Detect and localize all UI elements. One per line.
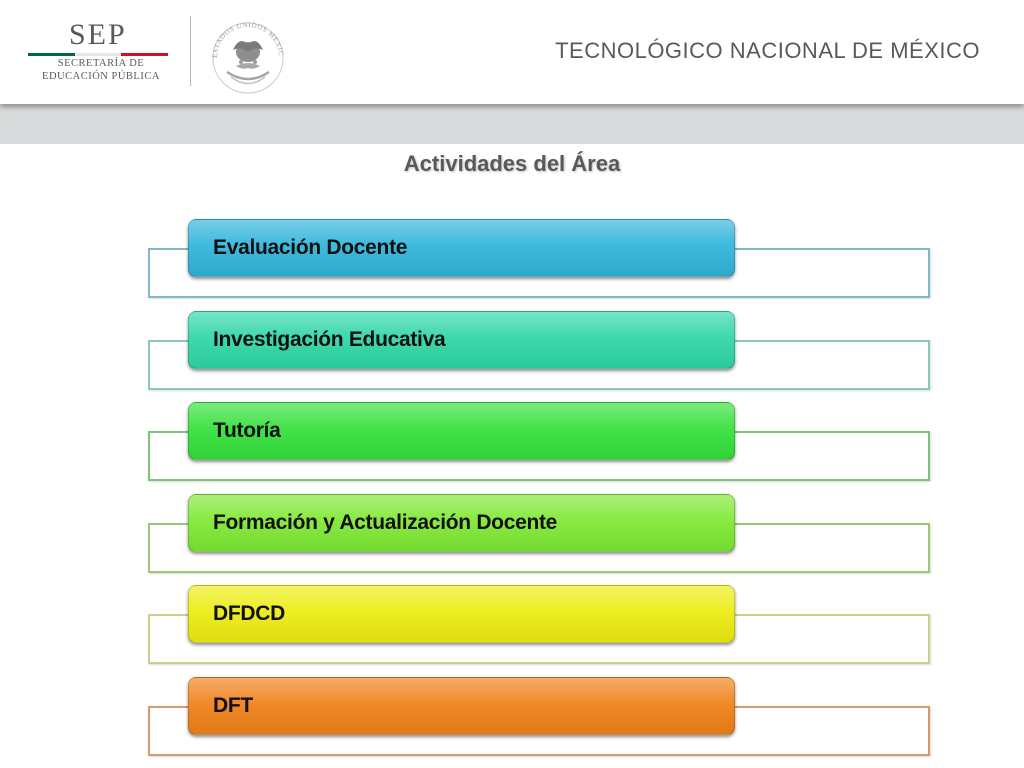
activity-item [0, 677, 1024, 761]
sep-logo [26, 18, 176, 88]
activity-button-investigacion-educativa[interactable] [188, 311, 735, 369]
activity-item [0, 585, 1024, 669]
header-gray-band [0, 104, 1024, 144]
activity-item [0, 402, 1024, 486]
activity-button-dfdcd[interactable] [188, 585, 735, 643]
activity-button-dft[interactable] [188, 677, 735, 735]
activity-button-tutoria[interactable] [188, 402, 735, 460]
activity-item [0, 219, 1024, 303]
activity-item [0, 311, 1024, 395]
activity-label: DFDCD [213, 602, 285, 625]
sep-subtitle-line2: EDUCACIÓN PÚBLICA [42, 71, 160, 82]
flag-stripe [28, 53, 168, 56]
institution-title: TECNOLÓGICO NACIONAL DE MÉXICO [555, 38, 980, 63]
page-title: Actividades del Área [403, 151, 621, 176]
activity-label: Evaluación Docente [213, 236, 408, 259]
seal-legend: ESTADOS UNIDOS MEXIC [210, 20, 286, 59]
activity-label: Formación y Actualización Docente [213, 511, 558, 534]
national-seal-icon [205, 14, 291, 94]
activity-item [0, 494, 1024, 578]
header-divider [190, 16, 191, 86]
activity-label: DFT [213, 694, 253, 717]
sep-subtitle-line1: SECRETARÍA DE [57, 58, 145, 69]
activity-label: Tutoría [213, 419, 281, 442]
activity-button-formacion-actualizacion-docente[interactable] [188, 494, 735, 552]
sep-logo-text: SEP [69, 18, 127, 51]
activity-label: Investigación Educativa [213, 328, 446, 351]
header-bar [0, 0, 1024, 104]
activity-button-evaluacion-docente[interactable] [188, 219, 735, 277]
